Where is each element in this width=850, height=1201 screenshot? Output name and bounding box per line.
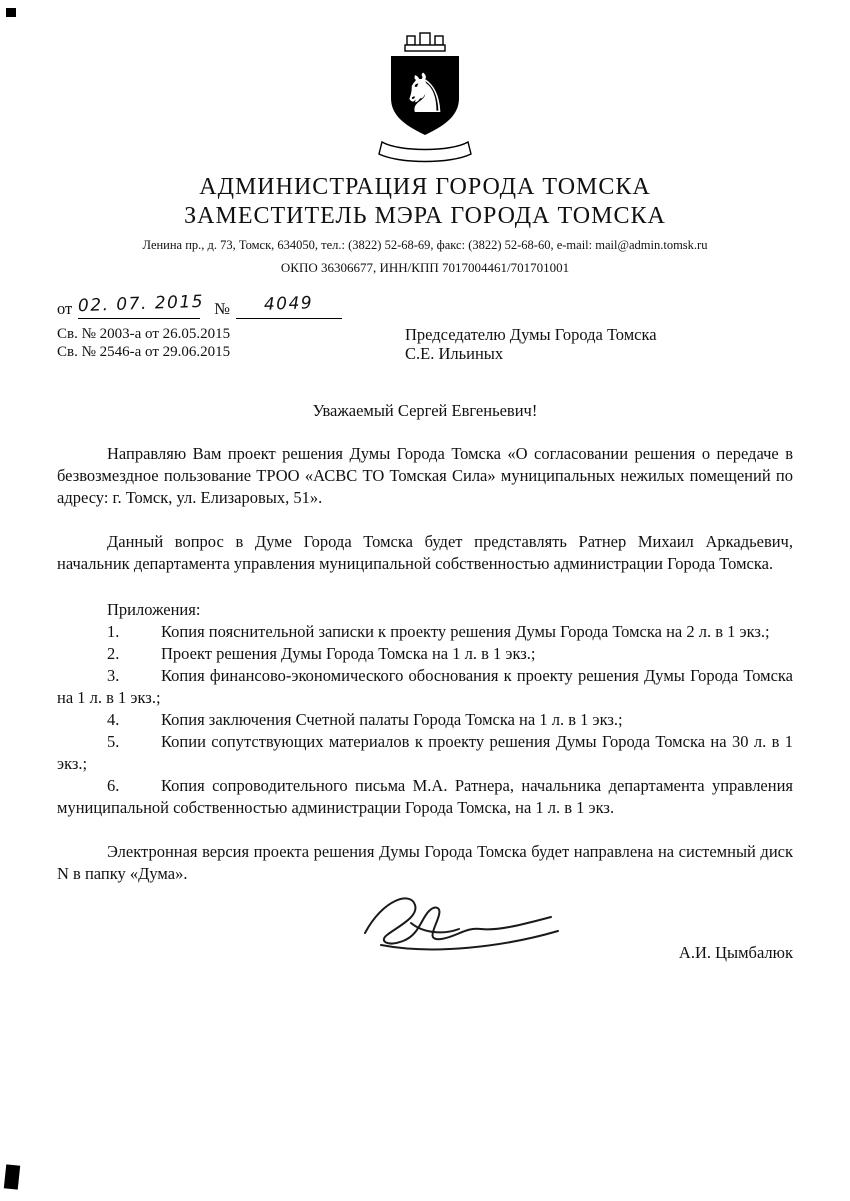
addressee-block (405, 325, 657, 363)
org-name: АДМИНИСТРАЦИЯ ГОРОДА ТОМСКА (199, 174, 651, 200)
outgoing-reference-row (57, 291, 793, 319)
signer-name: А.И. Цымбалюк (678, 943, 793, 962)
salutation: Уважаемый Сергей Евгеньевич! (312, 401, 538, 420)
org-codes-line: ОКПО 36306677, ИНН/КПП 7017004461/701701001 (280, 260, 570, 275)
reference-line-2: Св. № 2546-а от 29.06.2015 (57, 344, 231, 360)
handwritten-number: 4049 (263, 293, 314, 315)
attachment-text: Копия сопроводительного письма М.А. Ратнера, начальника департамента управления муниципальной собственностью администрации Города Томска, на 1 л. в 1 экз. (57, 776, 793, 817)
number-underline (236, 293, 342, 319)
attachment-text: Проект решения Думы Города Томска на 1 л. в 1 экз.; (161, 644, 536, 663)
attachment-number: 3. (107, 666, 120, 685)
attachment-text: Копии сопутствующих материалов к проекту решения Думы Города Томска на 30 л. в 1 экз.; (57, 732, 793, 773)
attachment-item (57, 621, 793, 643)
from-label: от (57, 299, 73, 318)
attachment-text: Копия заключения Счетной палаты Города Томска на 1 л. в 1 экз.; (161, 710, 623, 729)
attachment-number: 4. (107, 710, 120, 729)
signature-block (57, 889, 793, 951)
attachment-number: 5. (107, 732, 120, 751)
handwritten-date: 02. 07. 2015 (77, 291, 205, 317)
reference-addressee-row (57, 325, 793, 363)
attachment-number: 1. (107, 622, 120, 641)
white-horse-icon: ♞ (400, 62, 450, 125)
attachments-label: Приложения: (107, 600, 201, 619)
body-paragraph-2: Данный вопрос в Думе Города Томска будет представлять Ратнер Михаил Аркадьевич, начальник департамента управления муниципальной собственностью администрации Города Томска. (57, 532, 793, 573)
attachment-item (57, 731, 793, 775)
attachment-item (57, 709, 793, 731)
scan-artifact-bottom-left (4, 1164, 20, 1189)
attachment-number: 6. (107, 776, 120, 795)
org-contact-line: Ленина пр., д. 73, Томск, 634050, тел.: (3822) 52-68-69, факс: (3822) 52-68-60, e-mail: mail@admin.tomsk.ru (142, 238, 708, 252)
date-underline (77, 291, 205, 319)
tomsk-coat-of-arms-icon (377, 26, 473, 168)
closing-paragraph: Электронная версия проекта решения Думы Города Томска будет направлена на системный диск N в папку «Дума». (57, 842, 793, 883)
ribbon-icon (379, 142, 471, 162)
crown-icon (405, 33, 445, 51)
attachment-text: Копия пояснительной записки к проекту решения Думы Города Томска на 2 л. в 1 экз.; (161, 622, 770, 641)
number-label: № (214, 299, 230, 318)
attachment-text: Копия финансово-экономического обоснования к проекту решения Думы Города Томска на 1 л. в 1 экз.; (57, 666, 793, 707)
reference-line-1: Св. № 2003-а от 26.05.2015 (57, 326, 231, 342)
attachment-item (57, 643, 793, 665)
registration-references (57, 325, 405, 363)
addressee-name: С.Е. Ильиных (405, 344, 504, 363)
handwritten-signature (353, 889, 568, 951)
attachment-number: 2. (107, 644, 120, 663)
addressee-title: Председателю Думы Города Томска (405, 325, 657, 344)
scan-artifact-top-left (6, 8, 16, 17)
body-paragraph-1: Направляю Вам проект решения Думы Города Томска «О согласовании решения о передаче в безвозмездное пользование ТРОО «АСВС ТО Томская Сила» муниципальных нежилых помещений по адресу: г. Томск, ул. Елизаровых, 51». (57, 444, 793, 507)
attachment-item (57, 665, 793, 709)
org-title: ЗАМЕСТИТЕЛЬ МЭРА ГОРОДА ТОМСКА (184, 203, 666, 229)
attachment-item (57, 775, 793, 819)
